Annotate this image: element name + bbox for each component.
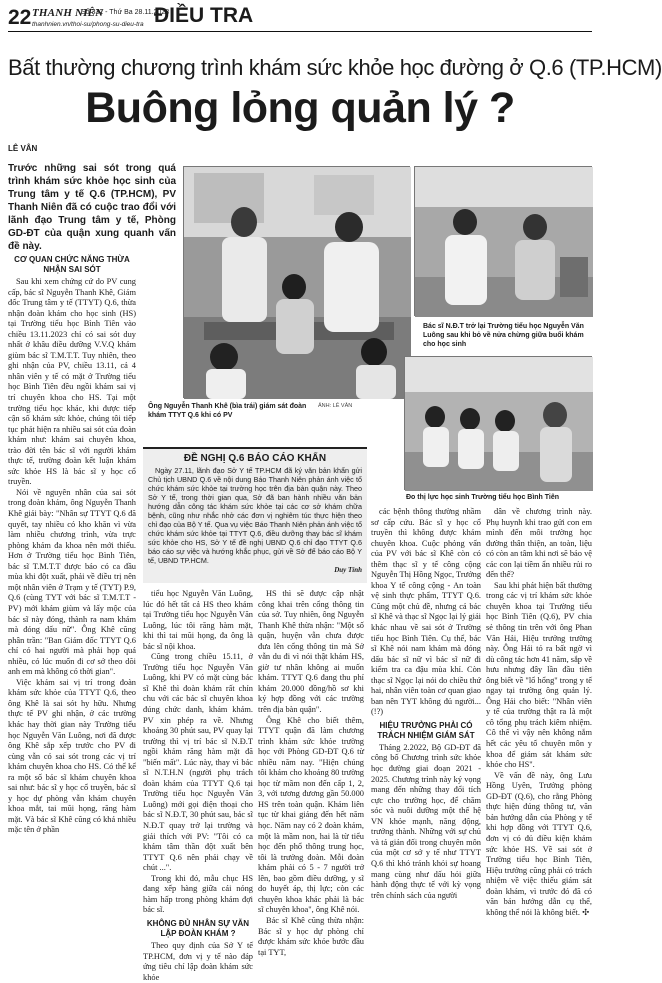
page-number: 22 (8, 6, 32, 29)
box-title: ĐỀ NGHỊ Q.6 BÁO CÁO KHẨN (183, 453, 327, 464)
col5-last-text: Về vấn đề này, ông Lưu Hồng Uyên, Trưởng phòng GD-ĐT (Q.6), cho rằng Phòng thực hiện đúng thông tư, văn bản hướng dẫn của Phòng y tế khi hợp đồng với TTYT Q.6, đơn vị có đủ điều kiện khám sức khỏe HS. Về sai sót ở Trường tiểu học Bình Tiên, Hiệu trưởng cũng phải có trách nhiệm về việc thiếu giám sát đoàn khám, vì trước đó đã có văn bản hướng dẫn cụ thể, không thể nói là không biết. (486, 770, 592, 917)
col5-paragraph: Sau khi phát hiện bất thường trong các vị trí khám sức khỏe chuyên khoa tại Trường tiểu học Bình Tiên (Q.6), PV chia sẻ thông tin trên với ông Phan Văn Hải, Hiệu trưởng trường này. Ông Hải tỏ ra bất ngờ vì dù công tác hơn 41 năm, sắp về hưu nhưng đây lần đầu tiên ông biết về "lổ hổng" trong y tế ngay tại trường ông quản lý. Ông Hải cho biết: "Nhân viên y tế của trường thật ra là một cô tổng phụ trách kiêm nhiệm. Cô thế vì vậy nên không nắm hết các yêu tố chuyên môn y khoa để giám sát khám sức khỏe cho HS". (486, 580, 592, 770)
col4-paragraph: các bệnh thông thường nhầm sơ cấp cứu. Bác sĩ y học cổ truyền thì không được khám chuyên khoa. Cuộc phỏng vấn của PV với bác sĩ Khê còn có thêm thạc sĩ y tế công cộng Nguyễn Thị Hồng Ngọc, Trưởng khoa Y tế công cộng - An toàn vệ sinh thực phẩm, TTYT Q.6. Cũng một chủ đề, nhưng cả bác sĩ Khê và thạc sĩ Ngọc lại lý giải khác nhau về sai sót ở Trường tiểu học Bình Tiên. Cụ thể, bác sĩ Khê nói nam khám mà đóng dấu bác sĩ nữ vì bác sĩ nữ đi kiểm tra ca đậu mùa khỉ. Còn thạc sĩ Ngọc lại nói do chiều thứ hai, nhân viên toàn cơ quan giao ban nên TYT không đủ người... (!?) (371, 507, 482, 717)
sidebar-box (143, 447, 367, 583)
vision-test-illustration (405, 357, 593, 491)
col2-paragraph: Cũng trong chiều 15.11, ở Trường tiểu học Nguyễn Văn Luông, khi PV có mặt cùng bác sĩ Khê thì đoàn khám rất chỉn chu với các bác sĩ chuyên khoa đúng chức danh, khám khám. PV xin phép ra về. Nhưng khoảng 30 phút sau, PV quay lại trường thì vị trí bác sĩ N.Đ.T ngồi khám răng hàm mặt đã "biến mất". Lúc này, thay vì bác sĩ N.T.H.N (người phụ trách đoàn khám của TTYT Q.6 tại Trường tiểu học Nguyễn Văn Luông) mới gọi điện thoại cho bác sĩ N.Đ.T, 30 phút sau, bác sĩ N.Đ.T quay trở lại trường và giải thích với PV: "Tôi có ca khám tâm thần đột xuất bên TTYT Q.6 nên phải chạy về chút ...". (143, 652, 253, 873)
right-top-caption: Bác sĩ N.Đ.T trở lại Trường tiểu học Nguyễn Văn Luông sau khi bỏ về nửa chừng giữa buổi khám cho học sinh (423, 323, 584, 348)
col1-paragraph: Nói về nguyên nhân của sai sót trong đoàn khám, ông Nguyễn Thanh Khê giải bày: "Nhân sự TTYT Q.6 đã quyết, tay nhiều có kho khăn vì vừa làm nhiều chương trình, vừa trực phòng khám đa khoa nên mới thiếu. Hơn ở Trường tiểu học Bình Tiên, bác sĩ T.M.T.T được báo có ca đầu mùa khi đột xuất, phải về điều trị nên một nhân viên ở Trạm y tế (TYT) P.9, Q.6 (cùng TYT với bác sĩ T.M.T.T - PV) mới khám giùm và lấy mộc của bác sĩ này đóng, thành ra nam khám mà đóng dấu nữ". Ông Khê cũng phân trần: "Ban Giám đốc TTYT Q.6 chỉ có hai người mà phải họp quá nhiều, có lúc muốn đi cơ sở theo dõi anh em mà không có thời gian". (8, 487, 136, 677)
col2-paragraph: tiểu học Nguyễn Văn Luông, lúc đó hết tất cả HS theo khám tại Trường tiểu học Nguyễn Văn Luông, lúc tôi răng hàm mặt, khi thì tai mũi họng, đa ông là bác sĩ nội khoa. (143, 589, 253, 651)
main-photo (183, 166, 410, 398)
clinic-photo-illustration (184, 167, 411, 399)
doctor-photo-illustration (415, 167, 593, 317)
main-photo-caption: Ông Nguyễn Thanh Khê (bìa trái) giám sát đoàn khám TTYT Q.6 khi có PV (148, 403, 307, 419)
col3-paragraph: Ông Khê cho biết thêm, TTYT quận đã làm chương trình khám sức khỏe trường học với Phòng GD-ĐT Q.6 từ nhiều năm nay. "Hiện chúng tôi khám cho khoảng 80 trường học từ mầm non đến cấp 1, 2, 3, với tương đương gần 50.000 HS trên toàn quận. Khám liên tục từ khai giảng đến hết năm học. Năm nay có 2 đoàn khám, một là mầm non, hai là từ tiểu học đến phổ thông trung học, tôi là trưởng đoàn. Mỗi đoàn khám phải có 5 - 7 người trở lên, bao gồm điều dưỡng, y sĩ do huyết áp, thị lực; còn các chuyên khoa khác phải là bác sĩ chuyên khoa", ông Khê nói. (258, 715, 364, 915)
newspaper-brand: THANH NIÊN (32, 7, 104, 19)
end-mark-icon: ✣ (582, 907, 590, 917)
col3-paragraph: HS thì sẽ được cập nhật công khai trên cổng thông tin của sở. Tuy nhiên, ông Nguyễn Thanh Khê thừa nhận: "Một số quận, huyện vẫn chưa được đưa lên cổng thông tin mà Sở vẫn du đi vì nói thật khám HS, giờ tư nhân không ai muốn khám. TTYT Q.6 đang thu phí khám 20.000 đồng/hồ sơ khi ký hợp đồng với các trường trên địa bàn quận". (258, 589, 364, 715)
right-bottom-photo (404, 356, 592, 490)
col1-paragraph: Sau khi xem chứng cứ do PV cung cấp, bác sĩ Nguyễn Thanh Khê, Giám đốc Trung tâm y tế (TTYT) Q.6, thừa nhận đoàn khám cho học sinh (HS) tại Trường tiểu học Bình Tiên vào chiều 13.11.2023 chỉ có sai sót duy nhất ở khâu điều dưỡng V.V.Q khám giùm bác sĩ T.M.T.T. Tuy nhiên, theo ghi nhận của PV, chiều 13.11, cả 4 nhân viên y tế có mặt ở Trường tiểu học Bình Tiên đều ngồi khám sai vị trí chuyên khoa cho HS. Tại một trường tiểu học khác, khi được tiếp cận số khám sức khỏe, chúng tôi tiếp tục phát hiện ra nhiều sai sót của đoàn khám như: khám sai chuyên khoa, trào đời tên bác sĩ với người khám thực tế, trường đoàn kết luận khám sức khỏe HS là bác sĩ y học cổ truyền. (8, 277, 136, 487)
col5-paragraph: dân về chương trình này. Phụ huynh khi trao gửi con em mình đến môi trường học đường thân thiện, an toàn, liệu có còn an tâm khi nơi sẽ bảo vệ các con lại tiềm ẩn nhiều rủi ro đến thế? (486, 507, 592, 580)
subhead-3: HIỆU TRƯỞNG PHẢI CÓ TRÁCH NHIỆM GIÁM SÁT (377, 720, 475, 740)
column-4 (371, 507, 481, 901)
right-top-photo (414, 166, 592, 316)
article-lead (8, 162, 176, 253)
subhead-2: KHÔNG ĐỦ NHÂN SỰ VẪN LẬP ĐOÀN KHÁM ? (146, 918, 250, 938)
col5-paragraph (486, 771, 592, 919)
main-photo-credit: ẢNH: LÊ VÂN (318, 403, 353, 409)
section-url: thanhnien.vn/thoi-su/phong-su-dieu-tra (32, 21, 144, 28)
issue-info: Số 332 - Thứ Ba 28.11.2023 (81, 9, 170, 16)
column-3 (258, 589, 364, 958)
lead-paragraph: Trước những sai sót trong quá trình khám sức khỏe học sinh của Trung tâm y tế Q.6 (TP.HCM), PV Thanh Niên đã có cuộc trao đổi với lãnh đạo Trung tâm y tế, Phòng GD-ĐT của quận xung quanh vấn đề này. (8, 163, 176, 252)
col1-paragraph: Việc khám sai vị trí trong đoàn khám sức khỏe của TTYT Q.6, theo ông Khê là sai sót hy hữu. Nhưng thực tế PV ghi nhận, ở các trường khác hay thời gian này Trường tiểu học Nguyễn Văn Luông, nơi đã được ông Khê sắp xếp trước cho PV đi cùng vẫn có sai sót trong các vị trí khám chuyên khoa cho HS. Có thể kể ra một số bác sĩ khám chuyên khoa sai như: bác sĩ y học cổ truyền, bác sĩ y học dự phòng vẫn khám chuyên khoa mắt, tai mũi họng, răng hàm mặt. Và bác sĩ Khê cũng có khá nhiều mặc tên ở phần (8, 677, 136, 835)
article-headline: Buông lỏng quản lý ? (85, 84, 515, 132)
column-2 (143, 589, 253, 983)
section-title: ĐIỀU TRA (154, 4, 254, 27)
box-author: Duy Tính (334, 566, 362, 574)
article-kicker: Bất thường chương trình khám sức khỏe học đường ở Q.6 (TP.HCM) (8, 55, 662, 80)
byline: LÊ VÂN (8, 144, 38, 153)
col4-paragraph: Tháng 2.2022, Bộ GD-ĐT đã công bố Chương trình sức khỏe học đường giai đoạn 2021 - 2025. Chương trình này ký vọng mang đến những thay đổi tích cực cho trường học, để chăm sóc và nuôi dưỡng một thế hệ VN khỏe mạnh, năng động, trưởng thành. Những với sự chủ và tả giản đối trong chuyên môn của một cơ sở y tế như TTYT Q.6 thì khó tránh khỏi sự hoang mang cùng như dấu hỏi giữa hành động thực tế với kỳ vọng trên chính sách của người (371, 742, 481, 900)
col2-paragraph: Theo quy định của Sở Y tế TP.HCM, đơn vị y tế nào đáp ứng tiêu chí lập đoàn khám sức khỏe (143, 940, 253, 982)
col3-paragraph: Bác sĩ Khê cũng thừa nhận: Bác sĩ y học dự phòng chỉ được khám sức khỏe bước đầu tại TYT, (258, 915, 364, 957)
box-body: Ngày 27.11, lãnh đạo Sở Y tế TP.HCM đã ký văn bản khẩn gửi Chủ tịch UBND Q.6 về nội dung Báo Thanh Niên phản ánh việc tổ chức khám sức khỏe tại trường học trên địa bàn quận này. Theo Sở Y tế, trong thời gian qua, Sở đã ban hành nhiều văn bản hướng dẫn công tác khám sức khỏe tại các cơ sở khám chữa bệnh, cũng như nhắc nhở các đơn vị nghiêm túc thực hiện theo chỉ đạo của Bộ Y tế. Qua vụ việc Báo Thanh Niên phản ánh việc tổ chức khám sức khỏe tại TTYT Q.6, điều dưỡng thay bác sĩ khám sức khỏe cho HS, Sở Y tế đề nghị UBND Q.6 chỉ đạo TTYT Q.6 báo cáo sự việc và hướng khắc phục, gửi về Sở để báo cáo Bộ Y tế, UBND TP.HCM. (148, 466, 362, 565)
column-1 (8, 252, 136, 836)
subhead-1: CƠ QUAN CHỨC NĂNG THỪA NHẬN SAI SÓT (14, 255, 130, 274)
column-5 (486, 507, 592, 918)
col2-paragraph: Trong khi đó, mẫu chục HS đang xếp hàng giữa cái nóng hàm hấp trong phòng khám đợi bác sĩ. (143, 873, 253, 915)
right-bottom-caption: Đo thị lực học sinh Trường tiểu học Bình Tiên (406, 494, 560, 501)
masthead (8, 6, 592, 32)
